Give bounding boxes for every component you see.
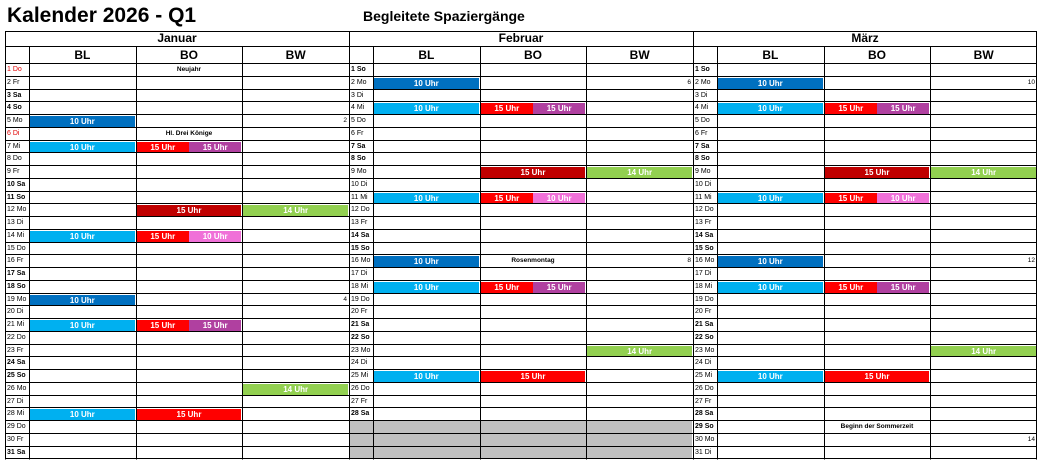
walk-event-bw[interactable]: 14 Uhr: [931, 346, 1036, 357]
day-label: 1 Do: [7, 66, 22, 73]
column-header-bo: BO: [523, 48, 542, 62]
walk-event-bo[interactable]: 15 Uhr: [189, 320, 241, 331]
walk-event-bo[interactable]: 15 Uhr: [825, 167, 930, 178]
day-row: [5, 192, 349, 205]
day-row: [349, 128, 693, 141]
day-label: 3 Di: [351, 91, 364, 99]
walk-event-bo[interactable]: 15 Uhr: [825, 371, 930, 382]
walk-event-bo[interactable]: 15 Uhr: [825, 193, 877, 204]
day-row: [349, 64, 693, 77]
day-label: 15 So: [695, 244, 714, 252]
walk-event-bl[interactable]: 10 Uhr: [374, 78, 479, 89]
day-label: 22 Do: [7, 333, 26, 341]
day-row: [693, 408, 1037, 421]
column-header-bw: BW: [973, 48, 994, 62]
empty-days-filler: [350, 421, 692, 459]
walk-event-bl[interactable]: 10 Uhr: [30, 320, 135, 331]
walk-event-bl[interactable]: 10 Uhr: [374, 371, 479, 382]
walk-event-bo[interactable]: 15 Uhr: [137, 205, 242, 216]
walk-event-bo[interactable]: 15 Uhr: [877, 282, 929, 293]
day-label: 13 Fr: [695, 219, 712, 226]
day-row: [5, 332, 349, 345]
day-row: [349, 306, 693, 319]
day-label: 28 Sa: [695, 410, 714, 418]
day-label: 27 Di: [7, 397, 24, 405]
week-number: 14: [1027, 435, 1035, 443]
day-row: [349, 102, 693, 115]
day-label: 10 Di: [351, 180, 368, 188]
day-row: [349, 179, 693, 192]
column-header-bl: BL: [74, 48, 91, 62]
day-label: 12 Mo: [7, 206, 27, 214]
day-row: [5, 447, 349, 460]
day-row: [693, 128, 1037, 141]
day-note: Rosenmontag: [511, 257, 555, 265]
day-row: [693, 64, 1037, 77]
day-row: [349, 357, 693, 370]
day-label: 3 Sa: [7, 91, 22, 99]
day-label: 24 Di: [695, 359, 712, 367]
day-label: 15 So: [351, 244, 370, 252]
walk-event-bo[interactable]: 10 Uhr: [533, 193, 585, 204]
day-label: 17 Di: [351, 270, 368, 277]
day-row: [5, 64, 349, 77]
walk-event-bl[interactable]: 10 Uhr: [374, 256, 479, 267]
day-row: [5, 102, 349, 115]
day-row: [693, 434, 1037, 447]
day-label: 2 Mo: [695, 78, 711, 86]
day-row: [693, 166, 1037, 179]
day-label: 17 Sa: [7, 270, 26, 277]
day-label: 4 Mi: [695, 104, 709, 112]
week-number: 12: [1027, 257, 1035, 265]
walk-event-bl[interactable]: 10 Uhr: [30, 295, 135, 306]
day-row: [693, 102, 1037, 115]
walk-event-bo[interactable]: 15 Uhr: [825, 103, 877, 114]
day-label: 25 Mi: [695, 372, 713, 379]
walk-event-bo[interactable]: 15 Uhr: [533, 103, 585, 114]
walk-event-bl[interactable]: 10 Uhr: [718, 256, 823, 267]
day-row: [349, 345, 693, 358]
day-row: [349, 396, 693, 409]
column-header-bo: BO: [867, 48, 886, 62]
day-row: [349, 294, 693, 307]
day-row: [5, 268, 349, 281]
day-label: 14 Mi: [7, 231, 25, 239]
walk-event-bw[interactable]: 14 Uhr: [243, 384, 348, 395]
day-row: [5, 294, 349, 307]
day-label: 5 Do: [351, 117, 366, 124]
day-row: [349, 408, 693, 421]
day-row: [5, 370, 349, 383]
day-row: [349, 319, 693, 332]
calendar-subtitle: Begleitete Spaziergänge: [363, 8, 525, 24]
day-row: [693, 306, 1037, 319]
walk-event-bl[interactable]: 10 Uhr: [30, 116, 135, 127]
day-label: 1 So: [695, 66, 710, 73]
day-label: 28 Sa: [351, 410, 370, 418]
day-label: 30 Fr: [7, 435, 24, 443]
day-row: [5, 230, 349, 243]
day-row: [5, 281, 349, 294]
day-label: 26 Do: [351, 384, 370, 392]
day-label: 28 Mi: [7, 410, 25, 418]
day-row: [693, 281, 1037, 294]
month-header: März: [851, 31, 879, 45]
day-label: 25 So: [7, 372, 26, 379]
calendar-title: Kalender 2026 - Q1: [7, 4, 197, 27]
walk-event-bo[interactable]: 15 Uhr: [189, 142, 241, 153]
day-row: [5, 128, 349, 141]
day-label: 5 Mo: [7, 117, 23, 124]
day-row: [5, 421, 349, 434]
day-row: [5, 179, 349, 192]
day-label: 29 Do: [7, 423, 26, 430]
day-row: [5, 77, 349, 90]
day-label: 3 Di: [695, 91, 708, 99]
day-label: 11 So: [7, 193, 26, 201]
day-label: 20 Di: [7, 308, 24, 316]
day-label: 7 Sa: [695, 142, 710, 150]
day-row: [5, 166, 349, 179]
month-block-märz: [693, 31, 1037, 459]
day-row: [349, 243, 693, 256]
day-label: 23 Mo: [695, 346, 715, 354]
day-label: 17 Di: [695, 270, 712, 277]
day-label: 12 Do: [695, 206, 714, 214]
month-header: Januar: [157, 31, 197, 45]
day-row: [349, 77, 693, 90]
day-row: [693, 370, 1037, 383]
day-label: 30 Mo: [695, 435, 715, 443]
day-label: 19 Mo: [7, 295, 27, 303]
day-row: [5, 115, 349, 128]
week-number: 8: [687, 257, 691, 265]
day-row: [693, 90, 1037, 103]
week-number: 2: [343, 117, 347, 124]
day-row: [5, 90, 349, 103]
day-label: 2 Mo: [351, 78, 367, 86]
day-note: Neujahr: [176, 66, 202, 73]
day-label: 4 Mi: [351, 104, 365, 112]
day-label: 20 Fr: [351, 308, 368, 316]
day-label: 25 Mi: [351, 372, 369, 379]
day-row: [5, 357, 349, 370]
day-row: [5, 319, 349, 332]
walk-event-bo[interactable]: 15 Uhr: [137, 142, 189, 153]
walk-event-bl[interactable]: 10 Uhr: [374, 103, 479, 114]
walk-event-bw[interactable]: 14 Uhr: [243, 205, 348, 216]
day-label: 7 Sa: [351, 142, 366, 150]
walk-event-bo[interactable]: 15 Uhr: [137, 409, 242, 420]
day-row: [5, 255, 349, 268]
day-label: 14 Sa: [351, 231, 370, 239]
day-row: [693, 179, 1037, 192]
day-label: 16 Mo: [695, 257, 715, 265]
day-label: 10 Sa: [7, 180, 26, 188]
day-label: 18 Mi: [351, 282, 369, 290]
walk-event-bl[interactable]: 10 Uhr: [30, 409, 135, 420]
walk-event-bl[interactable]: 10 Uhr: [374, 193, 479, 204]
day-row: [349, 153, 693, 166]
walk-event-bo[interactable]: 15 Uhr: [877, 103, 929, 114]
walk-event-bl[interactable]: 10 Uhr: [718, 193, 823, 204]
day-row: [5, 306, 349, 319]
day-label: 24 Sa: [7, 359, 26, 367]
day-label: 2 Fr: [7, 78, 20, 86]
day-note: Beginn der Sommerzeit: [840, 423, 914, 430]
walk-event-bl[interactable]: 10 Uhr: [718, 103, 823, 114]
day-label: 9 Fr: [7, 168, 20, 175]
day-row: [693, 153, 1037, 166]
day-row: [349, 370, 693, 383]
day-label: 27 Fr: [695, 397, 712, 405]
day-row: [349, 204, 693, 217]
day-label: 18 Mi: [695, 282, 713, 290]
day-label: 5 Do: [695, 117, 710, 124]
day-row: [693, 357, 1037, 370]
day-row: [349, 192, 693, 205]
walk-event-bo[interactable]: 15 Uhr: [481, 193, 533, 204]
column-header-bw: BW: [629, 48, 650, 62]
day-row: [5, 153, 349, 166]
column-header-bw: BW: [285, 48, 306, 62]
day-row: [693, 447, 1037, 460]
walk-event-bo[interactable]: 15 Uhr: [137, 320, 189, 331]
walk-event-bo[interactable]: 15 Uhr: [481, 371, 586, 382]
day-label: 24 Di: [351, 359, 368, 367]
walk-event-bo[interactable]: 15 Uhr: [137, 231, 189, 242]
month-header: Februar: [498, 31, 544, 45]
walk-event-bw[interactable]: 14 Uhr: [587, 167, 692, 178]
day-label: 29 So: [695, 423, 714, 430]
day-row: [693, 115, 1037, 128]
day-row: [693, 217, 1037, 230]
day-row: [693, 345, 1037, 358]
walk-event-bo[interactable]: 15 Uhr: [481, 282, 533, 293]
day-label: 6 Di: [7, 129, 20, 137]
day-row: [5, 383, 349, 396]
day-label: 15 Do: [7, 244, 26, 252]
day-row: [693, 294, 1037, 307]
day-row: [693, 243, 1037, 256]
column-header-bl: BL: [418, 48, 435, 62]
day-label: 21 Mi: [7, 321, 25, 328]
day-row: [5, 345, 349, 358]
column-header-bl: BL: [762, 48, 779, 62]
walk-event-bo[interactable]: 15 Uhr: [533, 282, 585, 293]
day-label: 26 Mo: [7, 384, 27, 392]
day-label: 9 Mo: [695, 168, 711, 175]
day-label: 18 So: [7, 282, 26, 290]
walk-event-bo[interactable]: 10 Uhr: [877, 193, 929, 204]
day-row: [693, 230, 1037, 243]
day-label: 26 Do: [695, 384, 714, 392]
week-number: 6: [687, 78, 691, 86]
day-label: 20 Fr: [695, 308, 712, 316]
day-row: [693, 268, 1037, 281]
day-label: 11 Mi: [351, 193, 368, 201]
day-note: Hl. Drei Könige: [165, 129, 213, 137]
walk-event-bl[interactable]: 10 Uhr: [718, 78, 823, 89]
day-label: 13 Fr: [351, 219, 368, 226]
day-row: [349, 281, 693, 294]
day-row: [5, 141, 349, 154]
day-label: 19 Do: [351, 295, 370, 303]
day-label: 16 Mo: [351, 257, 371, 265]
walk-event-bo[interactable]: 15 Uhr: [481, 167, 586, 178]
day-row: [349, 90, 693, 103]
day-label: 1 So: [351, 66, 366, 73]
walk-event-bo[interactable]: 15 Uhr: [825, 282, 877, 293]
day-label: 31 Sa: [7, 448, 26, 456]
day-label: 13 Di: [7, 219, 24, 226]
day-label: 21 Sa: [351, 321, 370, 328]
day-row: [349, 166, 693, 179]
day-row: [693, 77, 1037, 90]
day-label: 12 Do: [351, 206, 370, 214]
month-block-februar: [349, 31, 693, 459]
day-label: 19 Do: [695, 295, 714, 303]
day-row: [5, 243, 349, 256]
walk-event-bo[interactable]: 10 Uhr: [189, 231, 241, 242]
walk-event-bo[interactable]: 15 Uhr: [481, 103, 533, 114]
day-row: [349, 141, 693, 154]
day-label: 6 Fr: [695, 129, 708, 137]
quarter-calendar-grid: [5, 31, 1037, 460]
day-row: [349, 383, 693, 396]
day-label: 4 So: [7, 104, 22, 112]
day-row: [349, 115, 693, 128]
day-label: 14 Sa: [695, 231, 714, 239]
day-row: [693, 396, 1037, 409]
day-label: 6 Fr: [351, 129, 364, 137]
day-row: [5, 204, 349, 217]
day-label: 8 So: [351, 155, 366, 163]
walk-event-bl[interactable]: 10 Uhr: [30, 142, 135, 153]
day-row: [5, 408, 349, 421]
day-row: [693, 192, 1037, 205]
day-row: [693, 383, 1037, 396]
day-row: [693, 421, 1037, 434]
walk-event-bl[interactable]: 10 Uhr: [374, 282, 479, 293]
day-row: [693, 319, 1037, 332]
day-row: [693, 255, 1037, 268]
walk-event-bl[interactable]: 10 Uhr: [718, 282, 823, 293]
day-label: 8 So: [695, 155, 710, 163]
day-label: 7 Mi: [7, 142, 21, 150]
day-row: [5, 217, 349, 230]
column-header-bo: BO: [179, 48, 198, 62]
day-label: 9 Mo: [351, 168, 367, 175]
week-number: 4: [343, 295, 347, 303]
day-label: 21 Sa: [695, 321, 714, 328]
day-label: 27 Fr: [351, 397, 368, 405]
walk-event-bw[interactable]: 14 Uhr: [587, 346, 692, 357]
day-label: 11 Mi: [695, 193, 712, 201]
day-row: [5, 434, 349, 447]
day-row: [349, 255, 693, 268]
day-label: 23 Fr: [7, 346, 24, 354]
day-row: [693, 204, 1037, 217]
day-row: [693, 332, 1037, 345]
walk-event-bw[interactable]: 14 Uhr: [931, 167, 1036, 178]
day-label: 31 Di: [695, 448, 712, 456]
day-row: [349, 332, 693, 345]
walk-event-bl[interactable]: 10 Uhr: [718, 371, 823, 382]
day-row: [693, 141, 1037, 154]
day-label: 16 Fr: [7, 257, 24, 265]
day-row: [349, 217, 693, 230]
day-label: 8 Do: [7, 155, 22, 163]
week-number: 10: [1027, 78, 1035, 86]
day-label: 22 So: [351, 333, 370, 341]
day-row: [5, 396, 349, 409]
day-row: [349, 268, 693, 281]
day-row: [349, 230, 693, 243]
walk-event-bl[interactable]: 10 Uhr: [30, 231, 135, 242]
day-label: 10 Di: [695, 180, 712, 188]
day-label: 22 So: [695, 333, 714, 341]
day-label: 23 Mo: [351, 346, 371, 354]
month-block-januar: [5, 31, 349, 459]
